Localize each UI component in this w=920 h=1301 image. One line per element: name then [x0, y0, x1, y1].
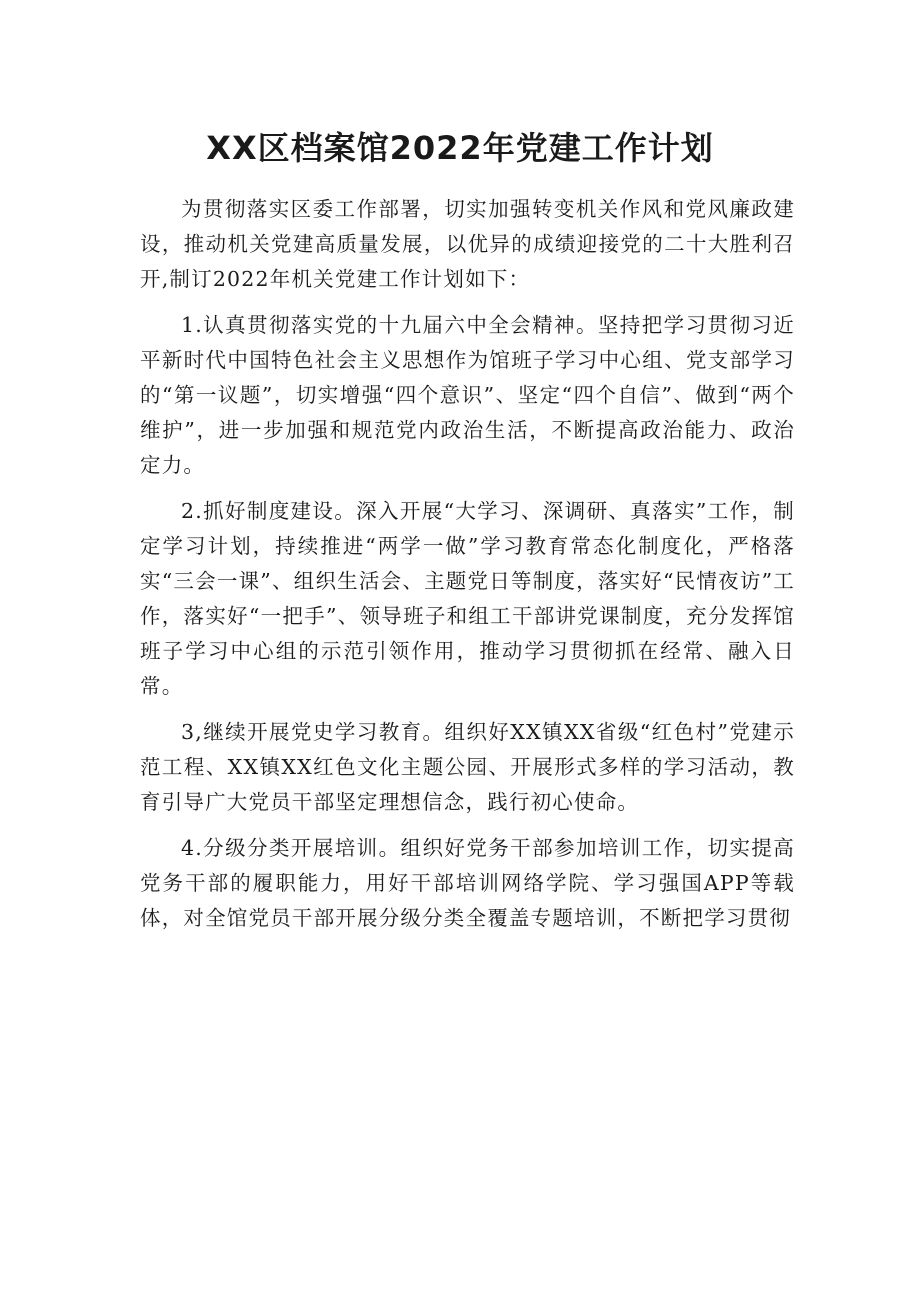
intro-paragraph: 为贯彻落实区委工作部署，切实加强转变机关作风和党风廉政建设，推动机关党建高质量发展，以优异的成绩迎接党的二十大胜利召开,制订2022年机关党建工作计划如下： [140, 197, 795, 291]
document-title: XX区档案馆2022年党建工作计划 [206, 129, 714, 167]
document-body [140, 192, 795, 936]
item-2-paragraph: 2.抓好制度建设。深入开展“大学习、深调研、真落实”工作，制定学习计划，持续推进“两学一做”学习教育常态化制度化，严格落实“三会一课”、组织生活会、主题党日等制度，落实好“民情夜访”工作，落实好“一把手”、领导班子和组工干部讲党课制度，充分发挥馆班子学习中心组的示范引领作用，推动学习贯彻抓在经常、融入日常。 [140, 499, 795, 698]
item-1-paragraph: 1.认真贯彻落实党的十九届六中全会精神。坚持把学习贯彻习近平新时代中国特色社会主义思想作为馆班子学习中心组、党支部学习的“第一议题”，切实增强“四个意识”、坚定“四个自信”、做到“两个维护”，进一步加强和规范党内政治生活，不断提高政治能力、政治定力。 [140, 313, 795, 477]
item-4-paragraph: 4.分级分类开展培训。组织好党务干部参加培训工作，切实提高党务干部的履职能力，用好干部培训网络学院、学习强国APP等载体，对全馆党员干部开展分级分类全覆盖专题培训，不断把学习贯彻 [140, 836, 795, 930]
item-3-paragraph: 3,继续开展党史学习教育。组织好XX镇XX省级“红色村”党建示范工程、XX镇XX红色文化主题公园、开展形式多样的学习活动，教育引导广大党员干部坚定理想信念，践行初心使命。 [140, 720, 795, 814]
